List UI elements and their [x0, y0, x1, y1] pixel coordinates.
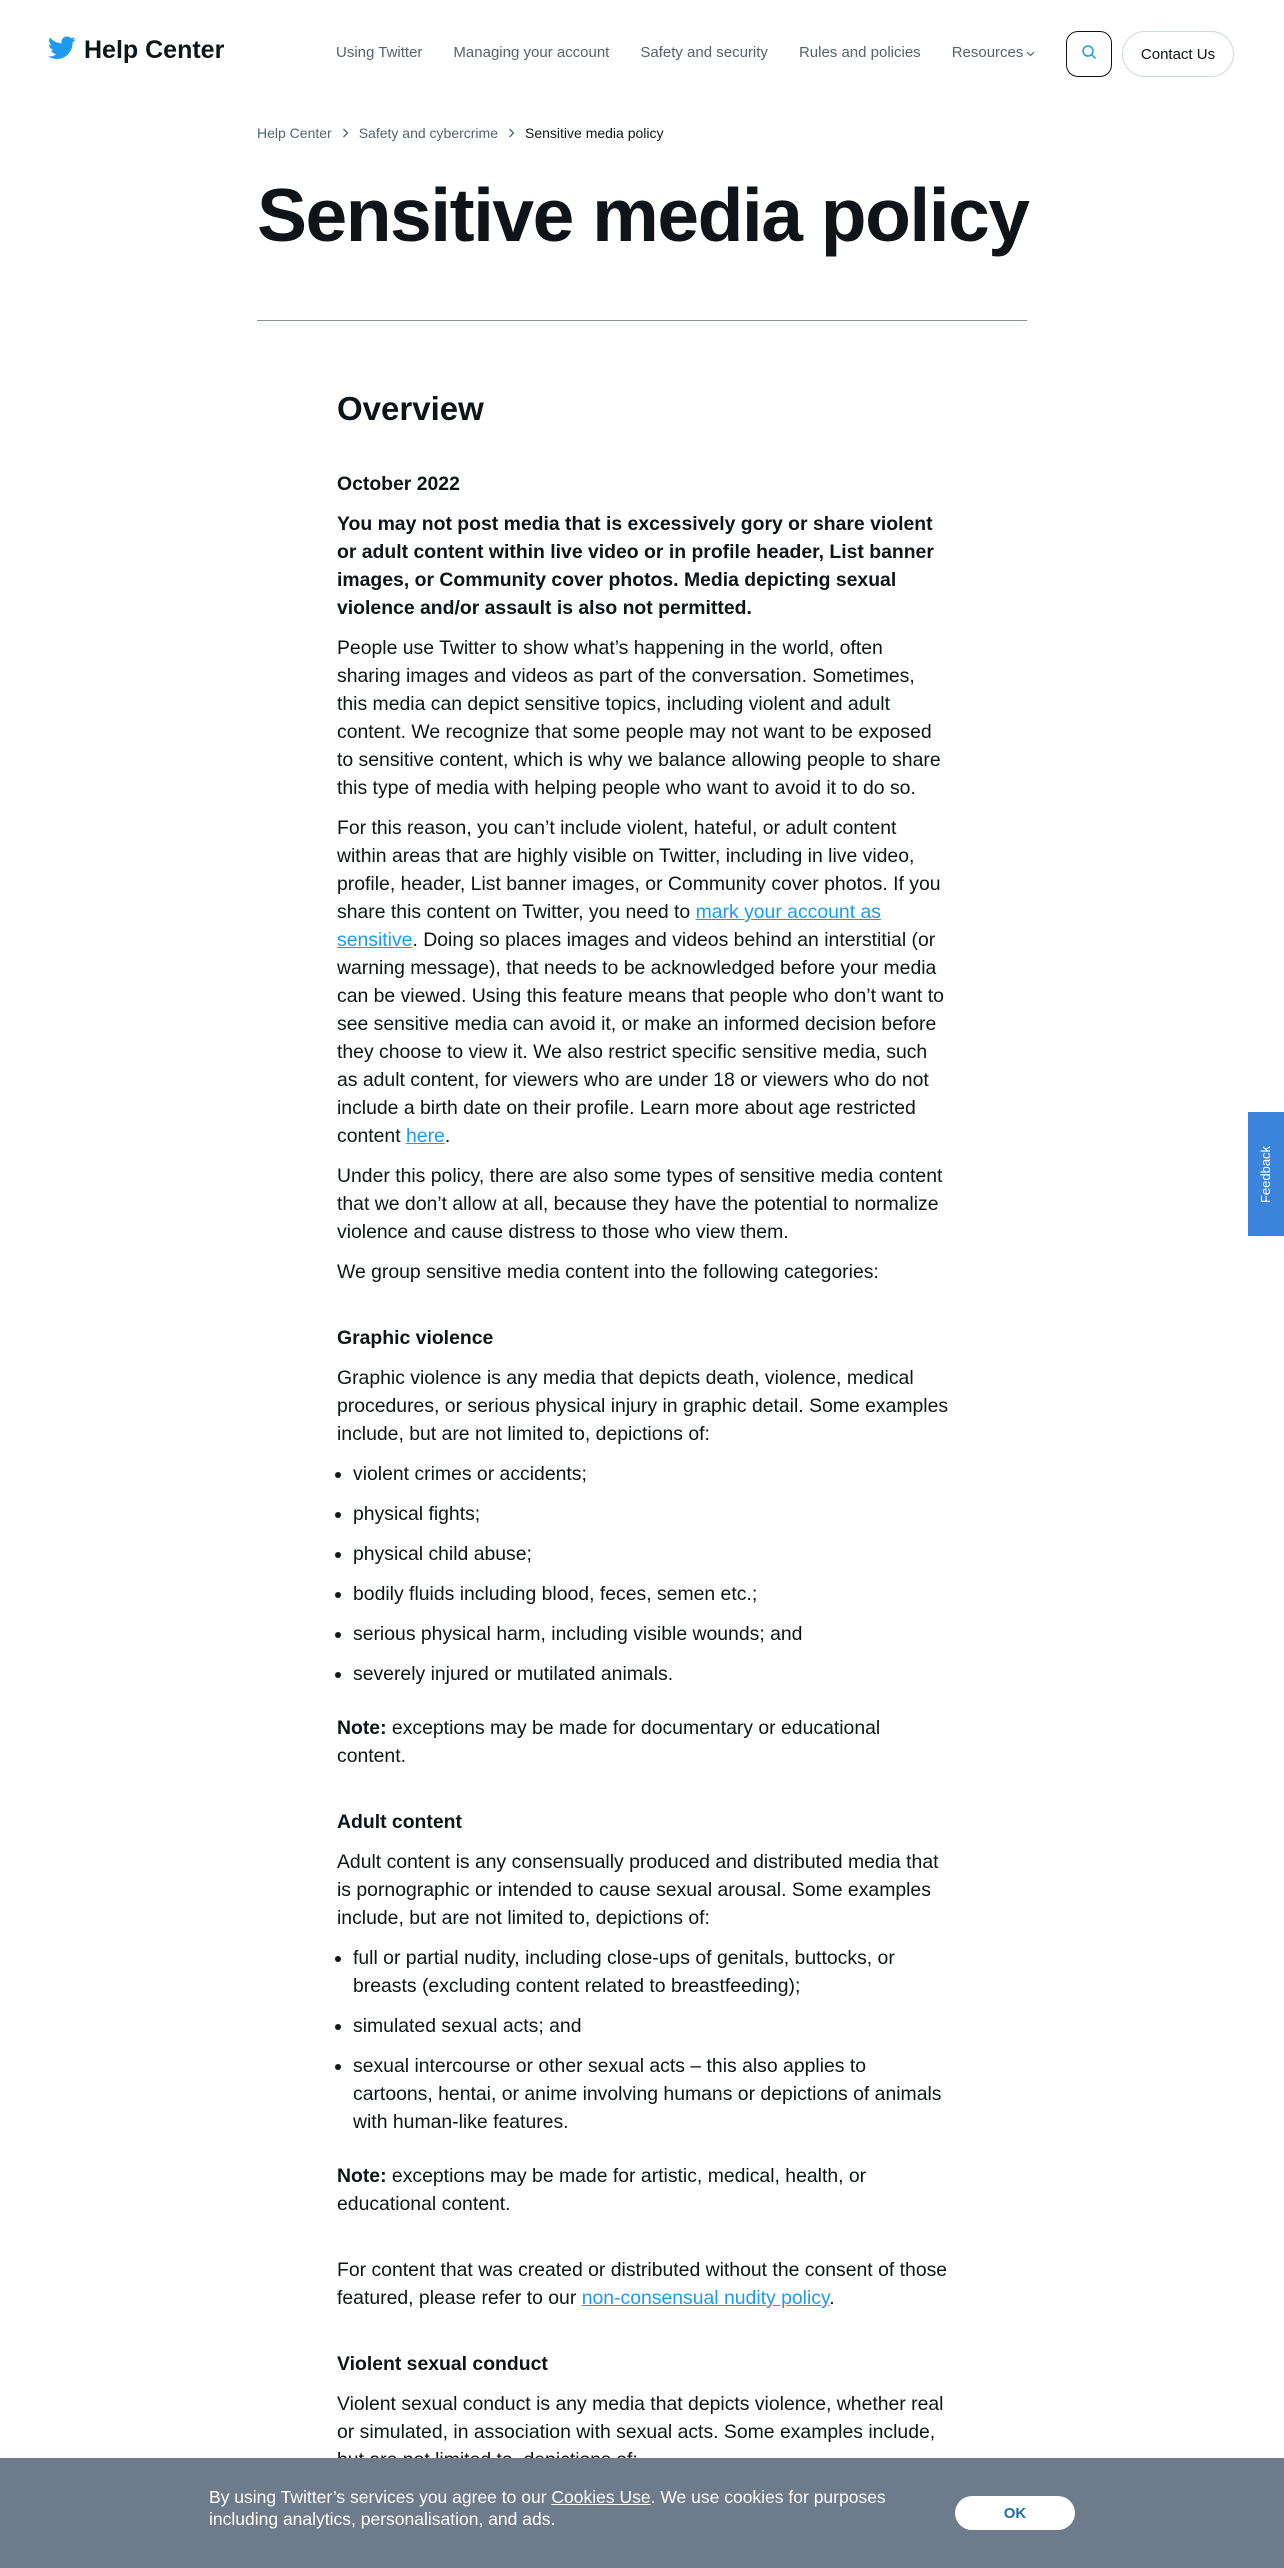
- cookie-text: [209, 2486, 949, 2530]
- cookie-text-a: By using Twitter’s services you agree to our: [209, 2487, 552, 2507]
- policy-date: October 2022: [337, 473, 460, 495]
- article-body: [337, 384, 949, 2486]
- brand-logo[interactable]: [48, 36, 224, 65]
- paragraph-text: .: [444, 1125, 451, 1147]
- paragraph-text: .: [829, 2287, 835, 2309]
- graphic-violence-list: [337, 1460, 949, 1688]
- graphic-violence-heading: Graphic violence: [337, 1327, 494, 1349]
- nav-resources[interactable]: [952, 44, 1036, 61]
- consent-paragraph: [337, 2256, 949, 2312]
- paragraph-text: . Doing so places images and videos behind an interstitial (or warning message), that needs to be acknowledged before your media can be viewed. Using this feature means that people who don’t want to see sensitive media can avoid it, or make an informed decision before they choose to view it. We also restrict specific sensitive media, such as adult content, for viewers who are under 18 or viewers who do not include a birth date on their profile. Learn more about age restricted content: [337, 929, 944, 1147]
- cookie-ok-button[interactable]: OK: [955, 2496, 1075, 2530]
- note-text: exceptions may be made for artistic, medical, health, or educational content.: [337, 2165, 867, 2215]
- nav-using-twitter[interactable]: Using Twitter: [336, 44, 423, 61]
- list-item: • sexual intercourse or other sexual acts – this also applies to cartoons, hentai, or anime involving humans or depictions of animals with human-like features.: [353, 2052, 949, 2136]
- nav-resources-label: Resources: [951, 44, 1024, 61]
- list-item: • physical fights;: [353, 1500, 949, 1528]
- adult-content-intro: Adult content is any consensually produced and distributed media that is pornographic or intended to cause sexual arousal. Some examples include, but are not limited to, depictions of:: [337, 1851, 939, 1929]
- main-nav: [336, 44, 1035, 61]
- graphic-violence-intro: Graphic violence is any media that depicts death, violence, medical procedures, or serious physical injury in graphic detail. Some examples include, but are not limited to, depictions of:: [337, 1367, 949, 1445]
- list-item: • simulated sexual acts; and: [353, 2012, 949, 2040]
- feedback-tab[interactable]: [1248, 1112, 1284, 1236]
- brand-name: Help Center: [84, 36, 225, 64]
- breadcrumb-current: Sensitive media policy: [525, 125, 664, 141]
- note-label: Note:: [337, 2165, 387, 2187]
- cookie-banner: [0, 2458, 1284, 2568]
- list-item: • serious physical harm, including visible wounds; and: [353, 1620, 949, 1648]
- paragraph-text: For content that was created or distributed without the consent of those featured, please refer to our: [337, 2259, 948, 2309]
- list-item: • severely injured or mutilated animals.: [353, 1660, 949, 1688]
- note-label: Note:: [337, 1717, 387, 1739]
- adult-content-note: [337, 2162, 949, 2218]
- paragraph-intro: People use Twitter to show what’s happening in the world, often sharing images and videos as part of the conversation. Sometimes, this media can depict sensitive topics, including violent and adult content. We recognize that some people may not want to be exposed to sensitive content, which is why we balance allowing people to share this type of media with helping people who want to avoid it to do so.: [337, 637, 941, 799]
- chevron-right-icon: [508, 125, 515, 141]
- site-header: [0, 0, 1284, 110]
- policy-lead: You may not post media that is excessively gory or share violent or adult content within live video or in profile header, List banner images, or Community cover photos. Media depicting sexual violence and/or assault is also not permitted.: [337, 513, 934, 619]
- contact-us-button[interactable]: Contact Us: [1122, 31, 1234, 77]
- search-icon: [1081, 44, 1097, 65]
- paragraph-sensitive-marking: [337, 814, 949, 1150]
- page-title: Sensitive media policy: [257, 173, 1029, 257]
- paragraph-categories: We group sensitive media content into the following categories:: [337, 1261, 879, 1283]
- non-consensual-nudity-link[interactable]: non-consensual nudity policy: [581, 2287, 830, 2309]
- title-divider: [257, 320, 1027, 321]
- chevron-right-icon: [342, 125, 349, 141]
- overview-heading: Overview: [337, 390, 484, 427]
- list-item: • violent crimes or accidents;: [353, 1460, 949, 1488]
- breadcrumb-help-center[interactable]: Help Center: [257, 125, 332, 141]
- search-button[interactable]: [1066, 31, 1112, 77]
- adult-content-list: [337, 1944, 949, 2136]
- breadcrumb: [257, 125, 664, 141]
- violent-sexual-conduct-intro: Violent sexual conduct is any media that depicts violence, whether real or simulated, in association with sexual acts. Some examples include,: [337, 2393, 944, 2443]
- violent-sexual-conduct-heading: Violent sexual conduct: [337, 2353, 548, 2375]
- list-item: • full or partial nudity, including close-ups of genitals, buttocks, or breasts (excluding content related to breastfeeding);: [353, 1944, 949, 2000]
- graphic-violence-note: [337, 1714, 949, 1770]
- cookie-text-b: . We use cookies for purposes including analytics, personalisation, and ads.: [209, 2487, 886, 2529]
- nav-rules-policies[interactable]: Rules and policies: [798, 44, 921, 61]
- paragraph-text: For this reason, you can’t include violent, hateful, or adult content within areas that are highly visible on Twitter, including in live video, profile, header, List banner images, or Community cover photos. If you share this content on Twitter, you need to: [337, 817, 941, 923]
- feedback-label: Feedback: [1258, 1145, 1274, 1203]
- chevron-down-icon: [1026, 44, 1035, 61]
- twitter-bird-icon: [48, 36, 76, 65]
- mark-sensitive-link[interactable]: mark your account as sensitive: [337, 901, 881, 951]
- nav-safety-security[interactable]: Safety and security: [640, 44, 768, 61]
- note-text: exceptions may be made for documentary or educational content.: [337, 1717, 881, 1767]
- breadcrumb-safety-cybercrime[interactable]: Safety and cybercrime: [358, 125, 498, 141]
- paragraph-prohibited: Under this policy, there are also some types of sensitive media content that we don’t allow at all, because they have the potential to normalize violence and cause distress to those who view them.: [337, 1165, 943, 1243]
- nav-managing-account[interactable]: Managing your account: [453, 44, 610, 61]
- list-item: • physical child abuse;: [353, 1540, 949, 1568]
- adult-content-heading: Adult content: [337, 1811, 462, 1833]
- cookies-use-link[interactable]: Cookies Use: [551, 2487, 651, 2507]
- list-item: • bodily fluids including blood, feces, semen etc.;: [353, 1580, 949, 1608]
- age-restricted-link[interactable]: here: [406, 1125, 445, 1147]
